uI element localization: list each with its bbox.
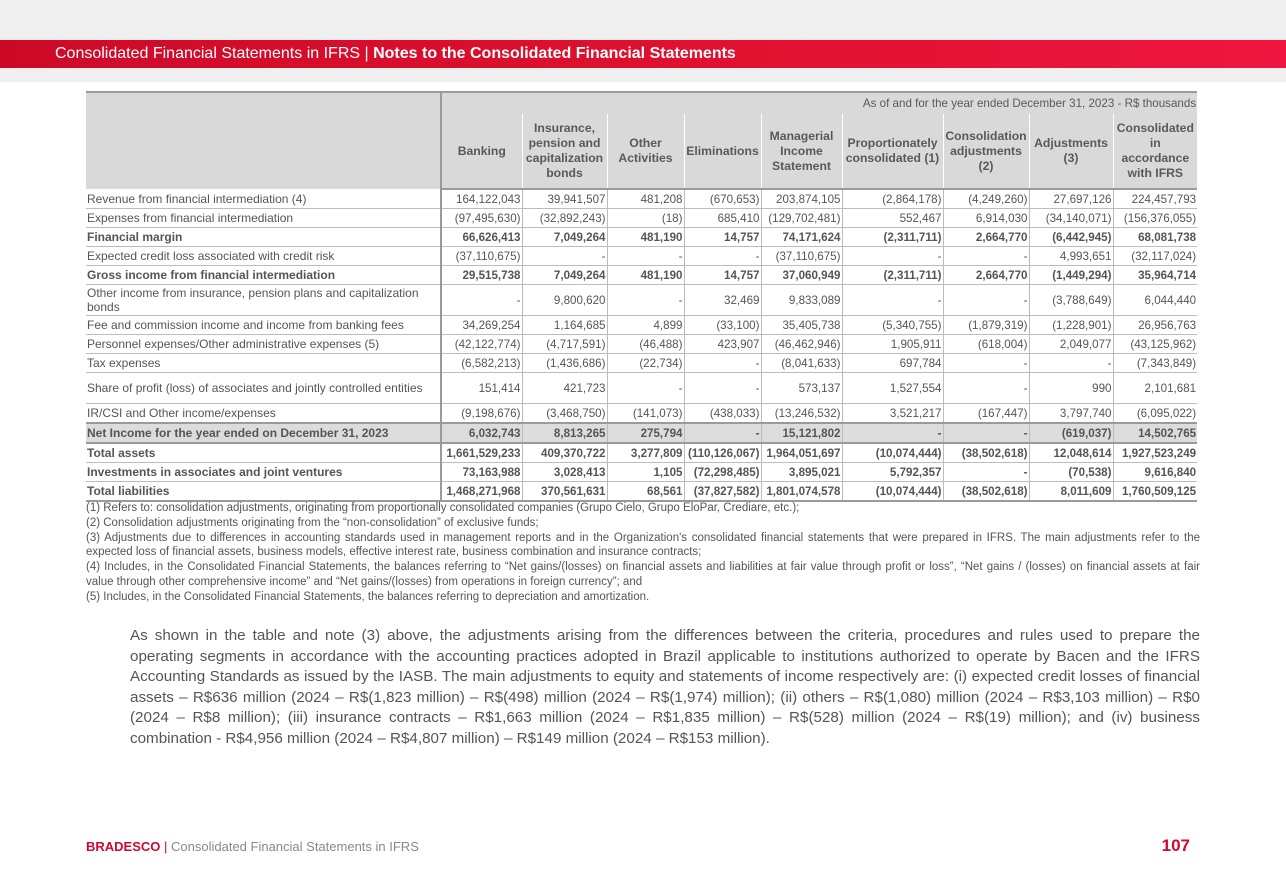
table-cell: 9,833,089 — [761, 285, 842, 316]
page-header — [0, 40, 1286, 68]
table-cell: (43,125,962) — [1113, 335, 1197, 354]
table-cell: 164,122,043 — [441, 189, 522, 209]
row-label: Personnel expenses/Other administrative expenses (5) — [86, 335, 441, 354]
table-cell: 2,664,770 — [943, 266, 1029, 285]
table-cell: 7,049,264 — [522, 266, 607, 285]
column-header: Managerial Income Statement — [761, 114, 842, 189]
page-footer — [86, 839, 419, 854]
table-cell: 8,813,265 — [522, 423, 607, 443]
table-cell: - — [684, 247, 761, 266]
table-cell: (37,110,675) — [761, 247, 842, 266]
row-label: Net Income for the year ended on December 31, 2023 — [86, 423, 441, 443]
table-cell: (13,246,532) — [761, 404, 842, 424]
table-row — [86, 354, 1197, 373]
row-label: Tax expenses — [86, 354, 441, 373]
table-cell: 552,467 — [842, 209, 943, 228]
table-cell: 5,792,357 — [842, 463, 943, 482]
footer-separator: | — [160, 839, 172, 854]
header-separator: | — [360, 45, 374, 62]
sub-band — [0, 68, 1286, 82]
footnote: (5) Includes, in the Consolidated Financial Statements, the balances referring to depreciation and amortization. — [86, 590, 650, 603]
table-cell: (110,126,067) — [684, 443, 761, 463]
table-cell: (22,734) — [607, 354, 684, 373]
footnote: (4) Includes, in the Consolidated Financial Statements, the balances referring to “Net gains/(losses) on financial assets and liabilities at fair value through profit or loss”, “Net gains / (losses) on financial assets at fair value through other comprehensive income” and “Net gains/(losses) from operations in foreign currency”; and — [86, 561, 1200, 588]
row-label: IR/CSI and Other income/expenses — [86, 404, 441, 424]
table-cell: - — [943, 463, 1029, 482]
table-cell: 34,269,254 — [441, 316, 522, 335]
table-cell: (46,488) — [607, 335, 684, 354]
column-header: Consolidation adjustments (2) — [943, 114, 1029, 189]
table-cell: - — [684, 354, 761, 373]
column-header: Banking — [441, 114, 522, 189]
table-cell: 4,899 — [607, 316, 684, 335]
table-cell: - — [607, 247, 684, 266]
table-cell: (1,449,294) — [1029, 266, 1113, 285]
table-row — [86, 373, 1197, 404]
table-cell: 37,060,949 — [761, 266, 842, 285]
table-cell: 14,502,765 — [1113, 423, 1197, 443]
table-row — [86, 404, 1197, 424]
table-cell: (42,122,774) — [441, 335, 522, 354]
table-cell: (33,100) — [684, 316, 761, 335]
table-cell: 423,907 — [684, 335, 761, 354]
body-paragraph: As shown in the table and note (3) above, the adjustments arising from the differences between the criteria, procedures and rules used to prepare the operating segments in accordance with the accounting practices adopted in Brazil applicable to institutions authorized to operate by Bacen and the IFRS Accounting Standards as issued by the IASB. The main adjustments to equity and statements of income respectively are: (i) expected credit losses of financial assets – R$636 million (2024 – R$(1,823 million) – R$(498) million (2024 – R$(1,974) million); (ii) others – R$(1,080) million (2024 – R$3,103 million) – R$0 (2024 – R$8 million); (iii) insurance contracts – R$1,663 million (2024 – R$1,835 million) – R$(528) million (2024 – R$(19) million); and (iv) business combination - R$4,956 million (2024 – R$4,807 million) – R$149 million (2024 – R$153 million). — [130, 627, 1200, 747]
table-cell: - — [684, 423, 761, 443]
table-cell: (38,502,618) — [943, 482, 1029, 502]
table-cell: (6,095,022) — [1113, 404, 1197, 424]
table-cell: 12,048,614 — [1029, 443, 1113, 463]
table-cell: (6,442,945) — [1029, 228, 1113, 247]
table-cell: 573,137 — [761, 373, 842, 404]
table-cell: (6,582,213) — [441, 354, 522, 373]
table-cell: 697,784 — [842, 354, 943, 373]
table-cell: - — [607, 373, 684, 404]
page-number: 107 — [1161, 836, 1190, 855]
table-cell: (618,004) — [943, 335, 1029, 354]
column-header: Insurance, pension and capitalization bonds — [522, 114, 607, 189]
table-cell: (619,037) — [1029, 423, 1113, 443]
table-cell: 1,760,509,125 — [1113, 482, 1197, 502]
table-cell: 421,723 — [522, 373, 607, 404]
footnote: (1) Refers to: consolidation adjustments, originating from proportionally consolidated companies (Grupo Cielo, Grupo EloPar, Crediare, etc.); — [86, 502, 800, 514]
table-row — [86, 482, 1197, 502]
table-cell: 990 — [1029, 373, 1113, 404]
table-cell: 1,164,685 — [522, 316, 607, 335]
table-cell: 1,964,051,697 — [761, 443, 842, 463]
row-label: Investments in associates and joint ventures — [86, 463, 441, 482]
table-cell: (32,892,243) — [522, 209, 607, 228]
segment-table — [86, 91, 1197, 502]
table-cell: (438,033) — [684, 404, 761, 424]
table-cell: 6,914,030 — [943, 209, 1029, 228]
table-cell: 1,527,554 — [842, 373, 943, 404]
table-cell: (37,827,582) — [684, 482, 761, 502]
table-cell: (46,462,946) — [761, 335, 842, 354]
table-cell: 3,797,740 — [1029, 404, 1113, 424]
table-cell: 29,515,738 — [441, 266, 522, 285]
table-cell: 481,208 — [607, 189, 684, 209]
row-label: Other income from insurance, pension plans and capitalization bonds — [86, 285, 441, 316]
table-cell: - — [842, 247, 943, 266]
table-cell: (10,074,444) — [842, 482, 943, 502]
table-cell: (8,041,633) — [761, 354, 842, 373]
table-cell: 7,049,264 — [522, 228, 607, 247]
table-cell: (5,340,755) — [842, 316, 943, 335]
table-cell: 6,032,743 — [441, 423, 522, 443]
row-label: Expenses from financial intermediation — [86, 209, 441, 228]
table-cell: - — [684, 373, 761, 404]
table-cell: 1,801,074,578 — [761, 482, 842, 502]
table-cell: 3,277,809 — [607, 443, 684, 463]
header-text — [55, 40, 736, 68]
table-corner — [86, 92, 441, 189]
table-row — [86, 285, 1197, 316]
table-cell: 275,794 — [607, 423, 684, 443]
table-cell: (10,074,444) — [842, 443, 943, 463]
table-cell: - — [522, 247, 607, 266]
table-cell: (4,717,591) — [522, 335, 607, 354]
table-row — [86, 335, 1197, 354]
table-cell: - — [842, 285, 943, 316]
table-row — [86, 423, 1197, 443]
table-cell: (97,495,630) — [441, 209, 522, 228]
table-cell: (2,311,711) — [842, 266, 943, 285]
table-cell: 203,874,105 — [761, 189, 842, 209]
table-cell: - — [607, 285, 684, 316]
table-cell: - — [943, 423, 1029, 443]
table-row — [86, 463, 1197, 482]
table-cell: 68,561 — [607, 482, 684, 502]
segment-table-container — [86, 91, 1197, 502]
table-cell: (2,864,178) — [842, 189, 943, 209]
table-row — [86, 247, 1197, 266]
table-cell: 14,757 — [684, 266, 761, 285]
row-label: Revenue from financial intermediation (4) — [86, 189, 441, 209]
table-cell: - — [943, 247, 1029, 266]
row-label: Gross income from financial intermediation — [86, 266, 441, 285]
table-cell: 8,011,609 — [1029, 482, 1113, 502]
column-header: Adjustments (3) — [1029, 114, 1113, 189]
table-cell: - — [943, 354, 1029, 373]
table-cell: (167,447) — [943, 404, 1029, 424]
row-label: Fee and commission income and income from banking fees — [86, 316, 441, 335]
row-label: Total liabilities — [86, 482, 441, 502]
table-cell: 26,956,763 — [1113, 316, 1197, 335]
table-cell: 685,410 — [684, 209, 761, 228]
table-cell: 1,927,523,249 — [1113, 443, 1197, 463]
table-cell: (38,502,618) — [943, 443, 1029, 463]
table-cell: (3,468,750) — [522, 404, 607, 424]
table-cell: (1,879,319) — [943, 316, 1029, 335]
table-cell: 409,370,722 — [522, 443, 607, 463]
table-cell: 68,081,738 — [1113, 228, 1197, 247]
table-cell: 35,405,738 — [761, 316, 842, 335]
table-cell: 1,105 — [607, 463, 684, 482]
table-cell: (4,249,260) — [943, 189, 1029, 209]
row-label: Expected credit loss associated with credit risk — [86, 247, 441, 266]
header-section: Consolidated Financial Statements in IFRS — [55, 45, 361, 62]
table-cell: (37,110,675) — [441, 247, 522, 266]
table-cell: 35,964,714 — [1113, 266, 1197, 285]
table-row — [86, 189, 1197, 209]
table-row — [86, 228, 1197, 247]
table-cell: 1,468,271,968 — [441, 482, 522, 502]
column-header: Proportionately consolidated (1) — [842, 114, 943, 189]
table-cell: (156,376,055) — [1113, 209, 1197, 228]
table-cell: (1,228,901) — [1029, 316, 1113, 335]
table-cell: 3,028,413 — [522, 463, 607, 482]
column-header: Consolidated in accordance with IFRS — [1113, 114, 1197, 189]
table-cell: 4,993,651 — [1029, 247, 1113, 266]
table-cell: (141,073) — [607, 404, 684, 424]
table-cell: 9,800,620 — [522, 285, 607, 316]
footer-text: Consolidated Financial Statements in IFRS — [171, 839, 419, 854]
table-cell: (1,436,686) — [522, 354, 607, 373]
table-cell: 73,163,988 — [441, 463, 522, 482]
table-cell: (72,298,485) — [684, 463, 761, 482]
header-title: Notes to the Consolidated Financial Statements — [373, 45, 736, 62]
table-cell: 3,521,217 — [842, 404, 943, 424]
table-cell: 66,626,413 — [441, 228, 522, 247]
table-row — [86, 266, 1197, 285]
table-cell: 6,044,440 — [1113, 285, 1197, 316]
table-cell: (9,198,676) — [441, 404, 522, 424]
table-cell: 370,561,631 — [522, 482, 607, 502]
table-cell: - — [1029, 354, 1113, 373]
row-label: Share of profit (loss) of associates and jointly controlled entities — [86, 373, 441, 404]
table-cell: 1,661,529,233 — [441, 443, 522, 463]
table-row — [86, 209, 1197, 228]
column-header: Other Activities — [607, 114, 684, 189]
table-cell: - — [441, 285, 522, 316]
footnotes — [86, 501, 1200, 605]
table-cell: 224,457,793 — [1113, 189, 1197, 209]
table-cell: 15,121,802 — [761, 423, 842, 443]
table-cell: (2,311,711) — [842, 228, 943, 247]
table-cell: (34,140,071) — [1029, 209, 1113, 228]
table-cell: (3,788,649) — [1029, 285, 1113, 316]
table-body — [86, 189, 1197, 501]
table-row — [86, 443, 1197, 463]
table-cell: 74,171,624 — [761, 228, 842, 247]
table-cell: 27,697,126 — [1029, 189, 1113, 209]
table-cell: 2,664,770 — [943, 228, 1029, 247]
table-cell: (70,538) — [1029, 463, 1113, 482]
table-cell: 2,049,077 — [1029, 335, 1113, 354]
row-label: Financial margin — [86, 228, 441, 247]
table-cell: - — [842, 423, 943, 443]
footer-brand: BRADESCO — [86, 839, 161, 854]
table-row — [86, 316, 1197, 335]
table-cell: (7,343,849) — [1113, 354, 1197, 373]
table-cell: 151,414 — [441, 373, 522, 404]
table-cell: 481,190 — [607, 266, 684, 285]
table-caption: As of and for the year ended December 31, 2023 - R$ thousands — [441, 92, 1197, 114]
table-cell: (129,702,481) — [761, 209, 842, 228]
table-cell: 481,190 — [607, 228, 684, 247]
table-cell: 14,757 — [684, 228, 761, 247]
table-cell: 2,101,681 — [1113, 373, 1197, 404]
table-cell: - — [943, 373, 1029, 404]
table-cell: (32,117,024) — [1113, 247, 1197, 266]
top-band — [0, 0, 1286, 40]
table-cell: 1,905,911 — [842, 335, 943, 354]
table-cell: (18) — [607, 209, 684, 228]
table-cell: 39,941,507 — [522, 189, 607, 209]
column-header: Eliminations — [684, 114, 761, 189]
footnote: (3) Adjustments due to differences in accounting standards used in management reports and in the Organization's consolidated financial statements that were prepared in IFRS. The main adjustments refer to the expected loss of financial assets, business models, effective interest rate, business combination and insurance contracts; — [86, 531, 1200, 559]
table-cell: - — [943, 285, 1029, 316]
table-cell: (670,653) — [684, 189, 761, 209]
row-label: Total assets — [86, 443, 441, 463]
table-cell: 3,895,021 — [761, 463, 842, 482]
table-cell: 32,469 — [684, 285, 761, 316]
table-cell: 9,616,840 — [1113, 463, 1197, 482]
footnote: (2) Consolidation adjustments originating from the “non-consolidation” of exclusive funds; — [86, 516, 539, 529]
